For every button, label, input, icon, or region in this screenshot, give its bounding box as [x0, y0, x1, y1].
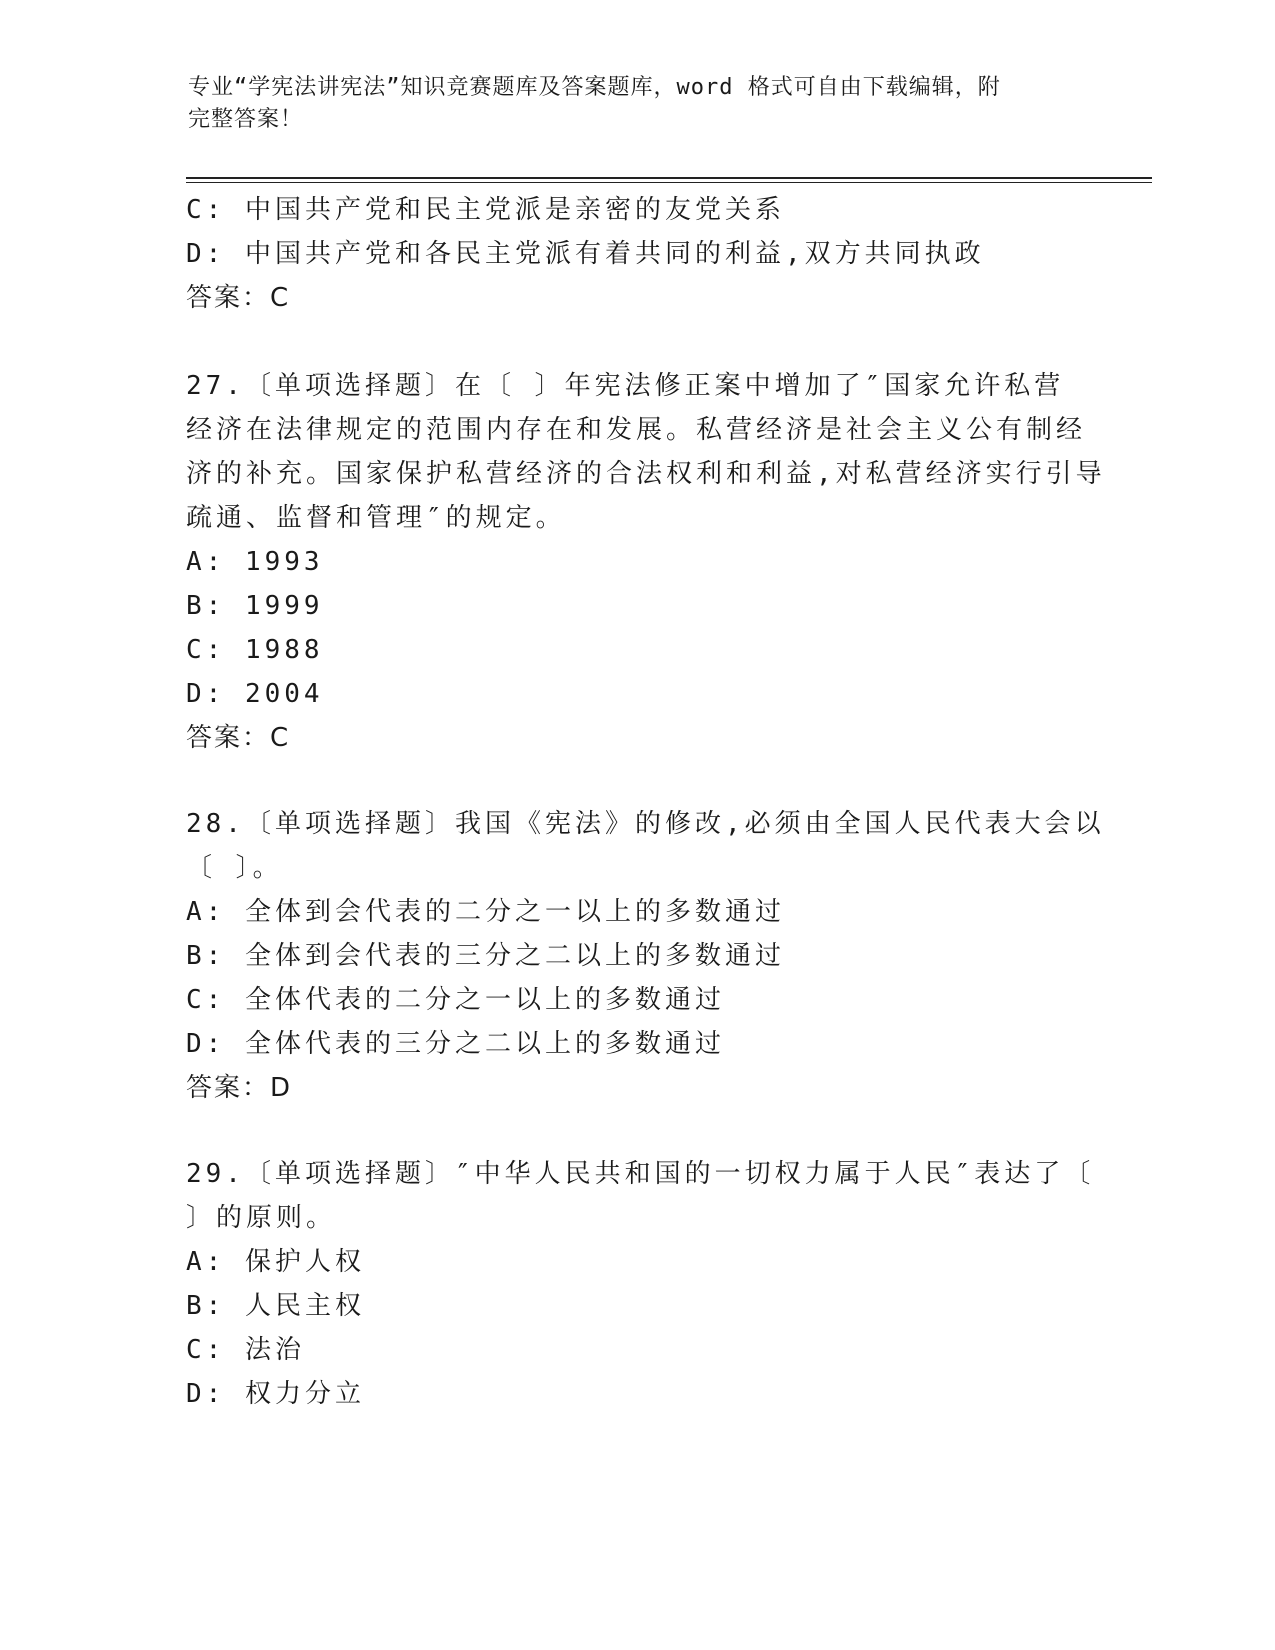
q27-option-b: B: 1999: [186, 591, 324, 621]
q28-option-c: C: 全体代表的二分之一以上的多数通过: [186, 985, 725, 1015]
q27-option-a: A: 1993: [186, 547, 324, 577]
q29-option-a: A: 保护人权: [186, 1247, 365, 1277]
q27-option-c: C: 1988: [186, 635, 324, 665]
q28-option-d: D: 全体代表的三分之二以上的多数通过: [186, 1029, 725, 1059]
q28-option-b: B: 全体到会代表的三分之二以上的多数通过: [186, 941, 785, 971]
q26-option-d: D: 中国共产党和各民主党派有着共同的利益,双方共同执政: [186, 239, 985, 269]
q27-stem-line-2: 经济在法律规定的范围内存在和发展。私营经济是社会主义公有制经: [186, 415, 1087, 445]
q29-option-d: D: 权力分立: [186, 1379, 365, 1409]
header-divider-thin: [186, 182, 1152, 183]
q29-stem-line-2: 〕的原则。: [186, 1203, 337, 1233]
q27-stem-line-3: 济的补充。国家保护私营经济的合法权利和利益,对私营经济实行引导: [186, 459, 1106, 489]
header-line-2: 完整答案！: [188, 107, 304, 132]
q28-option-a: A: 全体到会代表的二分之一以上的多数通过: [186, 897, 785, 927]
q26-option-c: C: 中国共产党和民主党派是亲密的友党关系: [186, 195, 785, 225]
q27-stem-line-4: 疏通、监督和管理″的规定。: [186, 503, 566, 533]
header-divider-thick: [186, 177, 1152, 179]
q29-option-c: C: 法治: [186, 1335, 305, 1365]
q27-option-d: D: 2004: [186, 679, 324, 709]
q28-stem-line-2: 〔 〕。: [186, 853, 283, 883]
header-line-1: 专业“学宪法讲宪法”知识竞赛题库及答案题库，word 格式可自由下载编辑，附: [188, 75, 1001, 100]
q27-stem-line-1: 27.〔单项选择题〕在〔 〕年宪法修正案中增加了″国家允许私营: [186, 371, 1065, 401]
q29-option-b: B: 人民主权: [186, 1291, 365, 1321]
q29-stem-line-1: 29.〔单项选择题〕″中华人民共和国的一切权力属于人民″表达了〔: [186, 1159, 1095, 1189]
q26-answer: 答案：C: [186, 283, 291, 313]
document-header: [188, 72, 1068, 136]
q27-answer: 答案：C: [186, 723, 291, 753]
q28-answer: 答案：D: [186, 1073, 293, 1103]
q28-stem-line-1: 28.〔单项选择题〕我国《宪法》的修改,必须由全国人民代表大会以: [186, 809, 1105, 839]
